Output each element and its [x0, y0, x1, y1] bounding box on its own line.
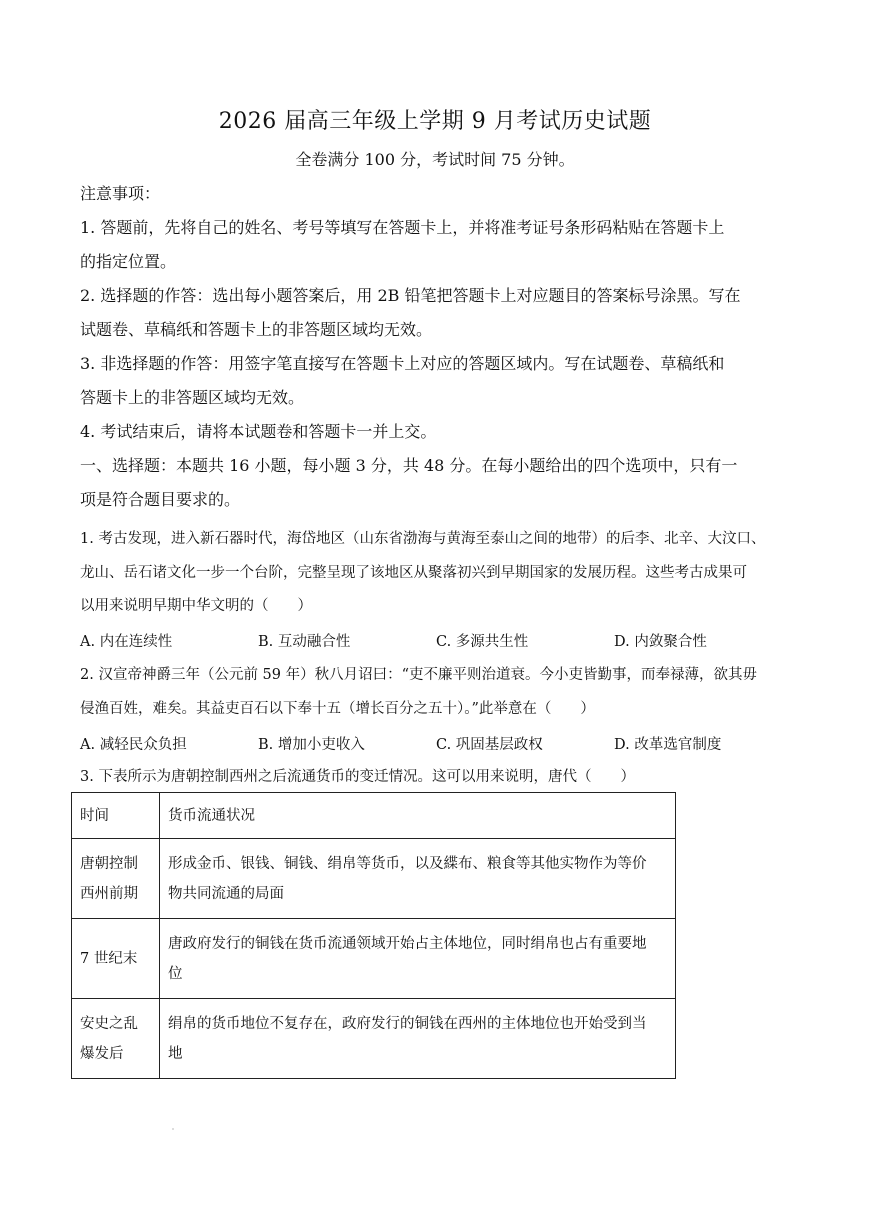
- cell-line: 唐朝控制: [80, 855, 138, 872]
- table-header-cell: 货币流通状况: [160, 793, 676, 839]
- notes-line: 试题卷、草稿纸和答题卡上的非答题区域均无效。: [80, 320, 433, 339]
- table-cell-status: [160, 999, 676, 1079]
- question-1-line: 以用来说明早期中华文明的（ ）: [80, 598, 312, 614]
- cell-line: 7 世纪末: [80, 950, 138, 967]
- question-1-options: [80, 630, 800, 654]
- notes-line: 4. 考试结束后，请将本试题卷和答题卡一并上交。: [80, 422, 437, 441]
- table-cell-status: [160, 919, 676, 999]
- cell-line: 地: [168, 1045, 183, 1062]
- currency-table: [71, 792, 676, 1079]
- notes-line: 3. 非选择题的作答：用签字笔直接写在答题卡上对应的答题区域内。写在试题卷、草稿纸和: [80, 354, 725, 373]
- cell-line: 西州前期: [80, 885, 138, 902]
- question-2-options: [80, 733, 800, 757]
- question-3-stem: 3. 下表所示为唐朝控制西州之后流通货币的变迁情况。这可以用来说明，唐代（ ）: [80, 769, 635, 785]
- question-1-line: 1. 考古发现，进入新石器时代，海岱地区（山东省渤海与黄海至泰山之间的地带）的后李、北辛、大汶口、: [80, 531, 766, 547]
- table-row: [72, 919, 676, 999]
- table-row: [72, 839, 676, 919]
- table-cell-time: [72, 999, 160, 1079]
- cell-line: 爆发后: [80, 1045, 124, 1062]
- option-c: C. 多源共生性: [436, 634, 529, 650]
- cell-line: 形成金币、银钱、铜钱、绢帛等货币，以及緤布、粮食等其他实物作为等价: [168, 855, 647, 872]
- notes-heading: 注意事项：: [80, 184, 161, 203]
- question-2-line: 侵渔百姓，难矣。其益吏百石以下奉十五（增长百分之五十）。”此举意在（ ）: [80, 701, 595, 717]
- exam-title: 2026 届高三年级上学期 9 月考试历史试题: [218, 109, 652, 134]
- table-header-cell: 时间: [72, 793, 160, 839]
- cell-line: 物共同流通的局面: [168, 885, 284, 902]
- notes-line: 的指定位置。: [80, 252, 177, 271]
- option-b: B. 增加小吏收入: [258, 737, 365, 753]
- notes-line: 1. 答题前，先将自己的姓名、考号等填写在答题卡上，并将准考证号条形码粘贴在答题卡上: [80, 218, 725, 237]
- cell-line: 唐政府发行的铜钱在货币流通领域开始占主体地位，同时绢帛也占有重要地: [168, 935, 647, 952]
- question-1-line: 龙山、岳石诸文化一步一个台阶，完整呈现了该地区从聚落初兴到早期国家的发展历程。这些考古成果可: [80, 565, 747, 581]
- option-d: D. 改革选官制度: [614, 737, 722, 753]
- option-a: A. 内在连续性: [80, 634, 173, 650]
- section-heading-line: 一、选择题：本题共 16 小题，每小题 3 分，共 48 分。在每小题给出的四个选项中，只有一: [80, 456, 738, 475]
- exam-subtitle: 全卷满分 100 分，考试时间 75 分钟。: [295, 150, 575, 169]
- option-b: B. 互动融合性: [258, 634, 351, 650]
- option-d: D. 内敛聚合性: [614, 634, 707, 650]
- cell-line: 位: [168, 965, 183, 982]
- cell-line: 绢帛的货币地位不复存在，政府发行的铜钱在西州的主体地位也开始受到当: [168, 1015, 647, 1032]
- option-a: A. 减轻民众负担: [80, 737, 187, 753]
- question-2-line: 2. 汉宣帝神爵三年（公元前 59 年）秋八月诏曰：“吏不廉平则治道衰。今小吏皆勤事，而奉禄薄，欲其毋: [80, 667, 758, 683]
- table-cell-time: [72, 839, 160, 919]
- cell-line: 安史之乱: [80, 1015, 138, 1032]
- notes-line: 答题卡上的非答题区域均无效。: [80, 388, 305, 407]
- table-header-row: [72, 793, 676, 839]
- table-cell-status: [160, 839, 676, 919]
- scan-speck: [172, 1128, 174, 1130]
- table-row: [72, 999, 676, 1079]
- notes-line: 2. 选择题的作答：选出每小题答案后，用 2B 铅笔把答题卡上对应题目的答案标号涂黑。写在: [80, 286, 741, 305]
- option-c: C. 巩固基层政权: [436, 737, 543, 753]
- table-cell-time: [72, 919, 160, 999]
- section-heading-line: 项是符合题目要求的。: [80, 490, 241, 509]
